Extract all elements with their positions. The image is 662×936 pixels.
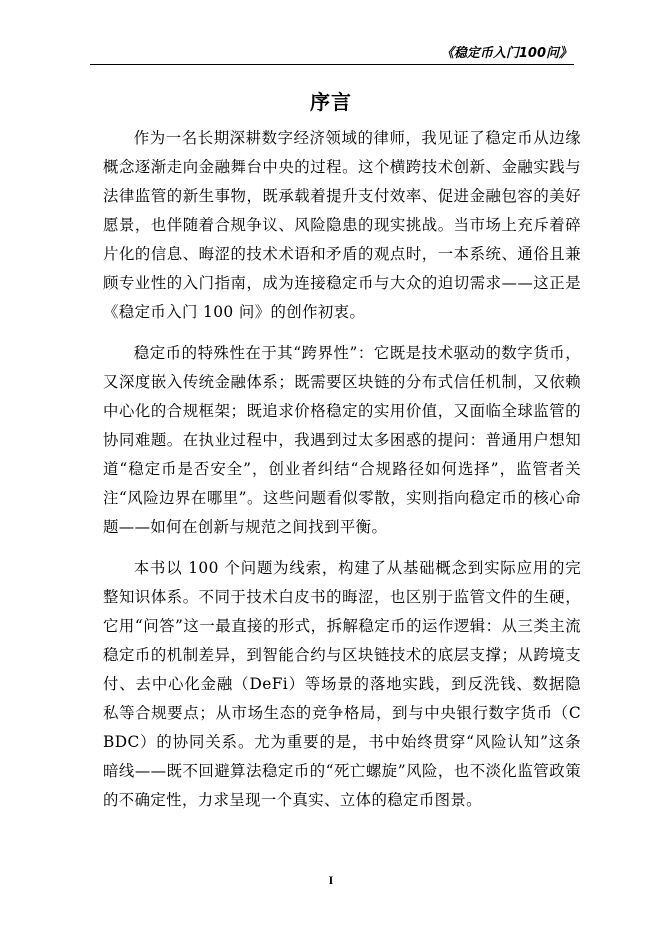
page-number: I [328,873,334,887]
preface-body [103,124,581,827]
header-divider [90,64,574,65]
paragraph-3: 本书以 100 个问题为线索，构建了从基础概念到实际应用的完整知识体系。不同于技术白皮书的晦涩，也区别于监管文件的生硬，它用“问答”这一最直接的形式，拆解稳定币的运作逻辑：从三类主流稳定币的机制差异，到智能合约与区块链技术的底层支撑；从跨境支付、去中心化金融（DeFi）等场景的落地实践，到反洗钱、数据隐私等合规要点；从市场生态的竞争格局，到与中央银行数字货币（CBDC）的协同关系。尤为重要的是，书中始终贯穿“风险认知”这条暗线——既不回避算法稳定币的“死亡螺旋”风险，也不淡化监管政策的不确定性，力求呈现一个真实、立体的稳定币图景。 [103,559,581,809]
paragraph-2: 稳定币的特殊性在于其“跨界性”：它既是技术驱动的数字货币，又深度嵌入传统金融体系；既需要区块链的分布式信任机制，又依赖中心化的合规框架；既追求价格稳定的实用价值，又面临全球监管的协同难题。在执业过程中，我遇到过太多困惑的提问：普通用户想知道“稳定币是否安全”，创业者纠结“合规路径如何选择”，监管者关注“风险边界在哪里”。这些问题看似零散，实则指向稳定币的核心命题——如何在创新与规范之间找到平衡。 [103,344,581,536]
paragraph-1: 作为一名长期深耕数字经济领域的律师，我见证了稳定币从边缘概念逐渐走向金融舞台中央的过程。这个横跨技术创新、金融实践与法律监管的新生事物，既承载着提升支付效率、促进金融包容的美好愿景，也伴随着合规争议、风险隐患的现实挑战。当市场上充斥着碎片化的信息、晦涩的技术术语和矛盾的观点时，一本系统、通俗且兼顾专业性的入门指南，成为连接稳定币与大众的迫切需求——这正是《稳定币入门 100 问》的创作初衷。 [103,129,581,321]
running-header-book-title: 《稳定币入门100问》 [440,46,572,61]
page-title: 序言 [310,90,352,114]
